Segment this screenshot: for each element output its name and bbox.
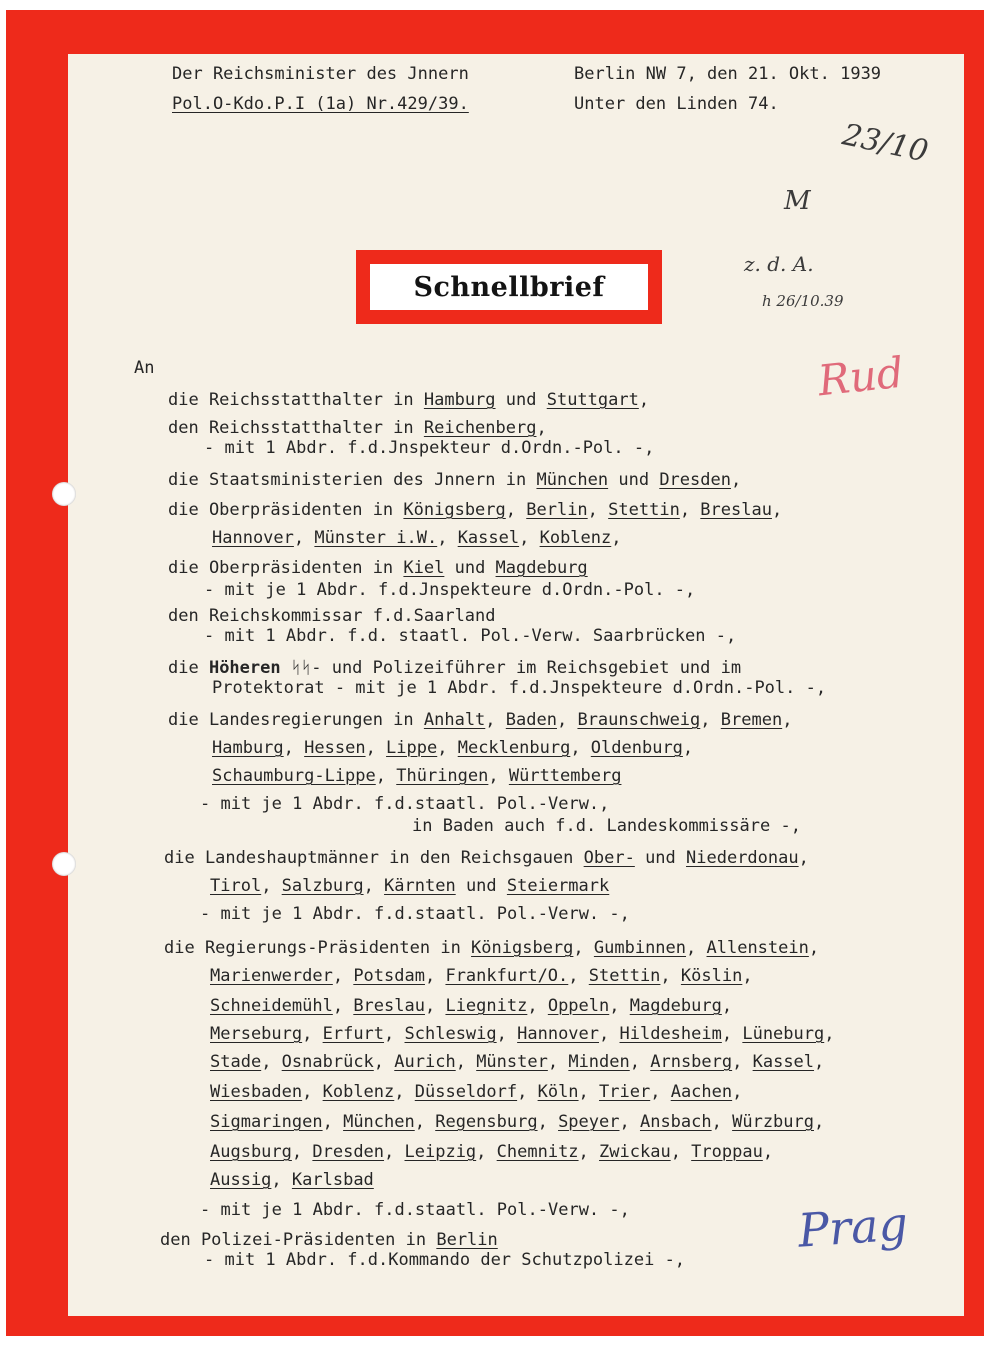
underlined-place-name: Oldenburg [590, 738, 683, 758]
line-text: , [711, 1112, 733, 1132]
line-text: , [384, 1024, 405, 1044]
line-text: - mit 1 Abdr. f.d.Jnspekteur d.Ordn.-Pol. -, [204, 438, 655, 458]
recipient-line [168, 710, 792, 730]
recipient-line [168, 500, 782, 520]
line-text: , [271, 1170, 292, 1190]
line-text: die Oberpräsidenten in [168, 558, 404, 578]
line-text: , [414, 1112, 436, 1132]
line-text: , [437, 738, 458, 758]
line-text: den Reichskommissar f.d.Saarland [168, 606, 496, 626]
underlined-place-name: Leipzig [404, 1142, 477, 1162]
line-text: , [547, 1052, 569, 1072]
underlined-place-name: Hamburg [423, 390, 496, 410]
line-text: und [455, 876, 507, 896]
recipient-line [168, 558, 588, 578]
recipient-line [212, 738, 693, 758]
line-text: , [721, 996, 733, 1016]
underlined-place-name: Lüneburg [742, 1024, 825, 1044]
recipient-line [168, 390, 649, 410]
line-text: , [384, 1142, 405, 1162]
line-text: , [283, 738, 305, 758]
line-text: , [629, 1052, 651, 1072]
recipient-line [210, 1024, 834, 1044]
handwritten-initials: M [784, 186, 811, 216]
line-text: , [700, 710, 721, 730]
underlined-place-name: Trier [599, 1082, 651, 1102]
recipient-line [200, 794, 609, 814]
underlined-place-name: Magdeburg [629, 996, 722, 1016]
line-text: in Baden auch f.d. Landeskommissäre -, [412, 816, 801, 836]
line-text: , [609, 996, 630, 1016]
line-text: - mit je 1 Abdr. f.d.staatl. Pol.-Verw., [200, 794, 610, 814]
underlined-place-name: Steiermark [506, 876, 610, 896]
line-text: die Oberpräsidenten in [168, 500, 404, 520]
underlined-place-name: Arnsberg [650, 1052, 733, 1072]
underlined-place-name: Baden [505, 710, 557, 730]
handwritten-filing-note: h 26/10.39 [762, 292, 844, 310]
line-text: , [519, 528, 540, 548]
line-text: , [261, 876, 282, 896]
line-text: , [568, 966, 589, 986]
line-text: , [332, 996, 354, 1016]
underlined-place-name: Aurich [394, 1052, 456, 1072]
line-text: , [332, 966, 354, 986]
recipient-line [210, 1112, 824, 1132]
underlined-place-name: Salzburg [281, 876, 364, 896]
line-text: und [608, 470, 660, 490]
underlined-place-name: München [536, 470, 609, 490]
line-text: - mit 1 Abdr. f.d.Kommando der Schutzpolizei -, [204, 1250, 686, 1270]
line-text: und [444, 558, 496, 578]
recipient-line [168, 470, 741, 490]
underlined-place-name: Stade [210, 1052, 262, 1072]
recipient-line [160, 1230, 498, 1250]
underlined-place-name: Stuttgart [546, 390, 639, 410]
recipient-line [164, 938, 819, 958]
recipient-line [210, 966, 753, 986]
line-text: die Reichsstatthalter in [168, 390, 424, 410]
salutation: An [134, 358, 155, 378]
handwritten-zda: z. d. A. [744, 252, 814, 276]
underlined-place-name: Frankfurt/O. [445, 966, 569, 986]
line-text: , [762, 1142, 774, 1162]
line-text: , [619, 1112, 640, 1132]
line-text: , [570, 738, 591, 758]
recipient-line [204, 438, 654, 458]
underlined-place-name: Chemnitz [496, 1142, 579, 1162]
underlined-place-name: Köln [537, 1082, 579, 1102]
line-text: , [578, 1082, 600, 1102]
underlined-place-name: Thüringen [396, 766, 489, 786]
punch-hole-upper [52, 482, 76, 506]
underlined-place-name: Kassel [457, 528, 520, 548]
underlined-place-name: Niederdonau [686, 848, 799, 868]
line-text: - mit je 1 Abdr. f.d.staatl. Pol.-Verw. -, [200, 904, 630, 924]
recipient-line [168, 658, 741, 678]
line-text: , [537, 1112, 559, 1132]
underlined-place-name: Würzburg [732, 1112, 814, 1132]
line-text: - mit je 1 Abdr. f.d.Jnspekteure d.Ordn.-Pol. -, [204, 580, 696, 600]
recipient-line [210, 1082, 742, 1102]
handwritten-date: 23/10 [839, 117, 932, 170]
schnellbrief-stamp [356, 250, 662, 324]
line-text: , [686, 938, 707, 958]
line-text: , [732, 1052, 753, 1072]
recipient-line [212, 528, 622, 548]
underlined-place-name: Magdeburg [495, 558, 588, 578]
line-text: , [679, 500, 701, 520]
line-text: , [721, 1024, 743, 1044]
underlined-place-name: München [343, 1112, 415, 1132]
line-text: , [782, 710, 793, 730]
recipient-line [168, 418, 547, 438]
underlined-place-name: Koblenz [322, 1082, 395, 1102]
underlined-place-name: Stettin [608, 500, 680, 520]
underlined-place-name: Hildesheim [619, 1024, 722, 1044]
underlined-place-name: Wiesbaden [210, 1082, 303, 1102]
underlined-place-name: Dresden [312, 1142, 385, 1162]
underlined-place-name: Osnabrück [281, 1052, 374, 1072]
recipient-line [200, 1200, 630, 1220]
underlined-place-name: Kiel [403, 558, 445, 578]
underlined-place-name: Hannover [517, 1024, 600, 1044]
line-text: , [536, 418, 547, 438]
line-text: , [363, 876, 385, 896]
line-text: , [527, 996, 548, 1016]
underlined-place-name: Stettin [588, 966, 661, 986]
underlined-place-name: Bremen [720, 710, 783, 730]
blue-signature: Prag [796, 1196, 910, 1258]
line-text: den Polizei-Präsidenten in [160, 1230, 437, 1250]
line-text: , [798, 848, 809, 868]
underlined-place-name: Schleswig [404, 1024, 497, 1044]
recipient-line [168, 606, 496, 626]
recipient-line [204, 1250, 685, 1270]
underlined-place-name: Hannover [212, 528, 294, 548]
recipient-line [204, 580, 695, 600]
reference-number: Pol.O-Kdo.P.I (1a) Nr.429/39. [172, 94, 469, 114]
line-text: und [495, 390, 547, 410]
line-text: , [437, 528, 458, 548]
line-text: , [476, 1142, 497, 1162]
recipient-line [210, 1142, 773, 1162]
underlined-place-name: Schaumburg-Lippe [212, 766, 376, 786]
underlined-place-name: Aachen [670, 1082, 733, 1102]
underlined-place-name: Zwickau [599, 1142, 671, 1162]
underlined-place-name: Liegnitz [445, 996, 528, 1016]
place-date: Berlin NW 7, den 21. Okt. 1939 [574, 64, 882, 84]
line-text: , [587, 500, 609, 520]
line-text: , [814, 1052, 825, 1072]
recipient-line [210, 876, 609, 896]
line-text: , [682, 738, 694, 758]
line-text: die Landeshauptmänner in den Reichsgauen [164, 848, 584, 868]
underlined-place-name: Karlsbad [291, 1170, 374, 1190]
line-text: , [488, 766, 509, 786]
recipient-line [200, 904, 630, 924]
underlined-place-name: Dresden [659, 470, 731, 490]
underlined-place-name: Oppeln [547, 996, 610, 1016]
underlined-place-name: Königsberg [403, 500, 506, 520]
underlined-place-name: Köslin [680, 966, 743, 986]
underlined-place-name: Marienwerder [210, 966, 333, 986]
underlined-place-name: Minden [568, 1052, 630, 1072]
line-text: , [730, 470, 742, 490]
line-text: den Reichsstatthalter in [168, 418, 424, 438]
underlined-place-name: Münster i.W. [314, 528, 438, 548]
line-text: , [578, 1142, 600, 1162]
recipient-line [164, 848, 809, 868]
line-text: ᛋᛋ- und Polizeiführer im Reichsgebiet und im [280, 658, 742, 678]
line-text: , [455, 1052, 477, 1072]
line-text: , [611, 528, 622, 548]
line-text: , [505, 500, 527, 520]
line-text: , [291, 1142, 313, 1162]
underlined-place-name: Allenstein [706, 938, 809, 958]
line-text: , [424, 966, 446, 986]
line-text: , [670, 1142, 692, 1162]
underlined-place-name: Gumbinnen [593, 938, 687, 958]
underlined-place-name: Kärnten [384, 876, 456, 896]
line-text: und [634, 848, 687, 868]
underlined-place-name: Münster [476, 1052, 548, 1072]
line-text: , [261, 1052, 282, 1072]
underlined-place-name: Berlin [526, 500, 588, 520]
line-text: , [573, 938, 594, 958]
underlined-place-name: Potsdam [353, 966, 425, 986]
underlined-place-name: Reichenberg [423, 418, 537, 438]
sender-line: Der Reichsminister des Jnnern [172, 64, 469, 84]
line-text: , [424, 996, 446, 1016]
underlined-place-name: Troppau [691, 1142, 763, 1162]
underlined-place-name: Anhalt [423, 710, 486, 730]
line-text: die Staatsministerien des Jnnern in [168, 470, 537, 490]
recipient-line [212, 678, 826, 698]
red-handwritten-initials: Rud [815, 347, 906, 406]
underlined-place-name: Sigmaringen [210, 1112, 323, 1132]
line-text: die Regierungs-Präsidenten in [164, 938, 472, 958]
underlined-place-name: Breslau [353, 996, 425, 1016]
line-text: , [824, 1024, 835, 1044]
line-text: , [771, 500, 783, 520]
underlined-place-name: Mecklenburg [457, 738, 571, 758]
line-text: , [293, 528, 315, 548]
underlined-place-name: Erfurt [322, 1024, 385, 1044]
recipient-line [210, 1052, 824, 1072]
line-text: , [517, 1082, 538, 1102]
underlined-place-name: Merseburg [210, 1024, 303, 1044]
line-text: die [168, 658, 209, 678]
underlined-place-name: Berlin [436, 1230, 498, 1250]
recipient-line [212, 766, 621, 786]
line-text: , [485, 710, 506, 730]
underlined-place-name: Aussig [210, 1170, 272, 1190]
line-text: , [322, 1112, 344, 1132]
underlined-place-name: Breslau [700, 500, 772, 520]
underlined-place-name: Lippe [386, 738, 438, 758]
line-text: die Landesregierungen in [168, 710, 424, 730]
underlined-place-name: Regensburg [435, 1112, 538, 1132]
line-text: , [650, 1082, 671, 1102]
line-text: , [302, 1024, 323, 1044]
recipient-line [210, 1170, 374, 1190]
line-text: , [373, 1052, 395, 1072]
line-text: , [375, 766, 397, 786]
line-text: - mit je 1 Abdr. f.d.staatl. Pol.-Verw. -, [200, 1200, 630, 1220]
line-text: , [742, 966, 753, 986]
recipient-line [204, 626, 736, 646]
underlined-place-name: Hamburg [212, 738, 284, 758]
underlined-place-name: Ansbach [639, 1112, 712, 1132]
underlined-place-name: Speyer [558, 1112, 620, 1132]
underlined-place-name: Württemberg [508, 766, 622, 786]
underlined-place-name: Augsburg [210, 1142, 292, 1162]
recipient-line [210, 996, 732, 1016]
underlined-place-name: Schneidemühl [210, 996, 333, 1016]
underlined-place-name: Ober- [583, 848, 635, 868]
line-text: , [394, 1082, 415, 1102]
line-text: , [365, 738, 387, 758]
line-text: , [496, 1024, 518, 1044]
line-text: , [638, 390, 650, 410]
line-text: , [556, 710, 578, 730]
underlined-place-name: Königsberg [471, 938, 574, 958]
underlined-place-name: Hessen [304, 738, 366, 758]
line-text: , [599, 1024, 620, 1044]
line-text: , [814, 1112, 825, 1132]
underlined-place-name: Braunschweig [577, 710, 701, 730]
underlined-place-name: Kassel [752, 1052, 815, 1072]
stamp-label: Schnellbrief [413, 271, 605, 303]
recipient-line [412, 816, 801, 836]
line-text: , [732, 1082, 743, 1102]
underlined-place-name: Tirol [210, 876, 262, 896]
line-text: Protektorat - mit je 1 Abdr. f.d.Jnspekteure d.Ordn.-Pol. -, [212, 678, 827, 698]
line-text: , [808, 938, 820, 958]
line-text: Höheren [208, 658, 281, 678]
line-text: , [660, 966, 681, 986]
line-text: , [302, 1082, 323, 1102]
underlined-place-name: Koblenz [539, 528, 612, 548]
underlined-place-name: Düsseldorf [414, 1082, 518, 1102]
line-text: - mit 1 Abdr. f.d. staatl. Pol.-Verw. Saarbrücken -, [204, 626, 737, 646]
street-address: Unter den Linden 74. [574, 94, 779, 114]
punch-hole-lower [52, 852, 76, 876]
